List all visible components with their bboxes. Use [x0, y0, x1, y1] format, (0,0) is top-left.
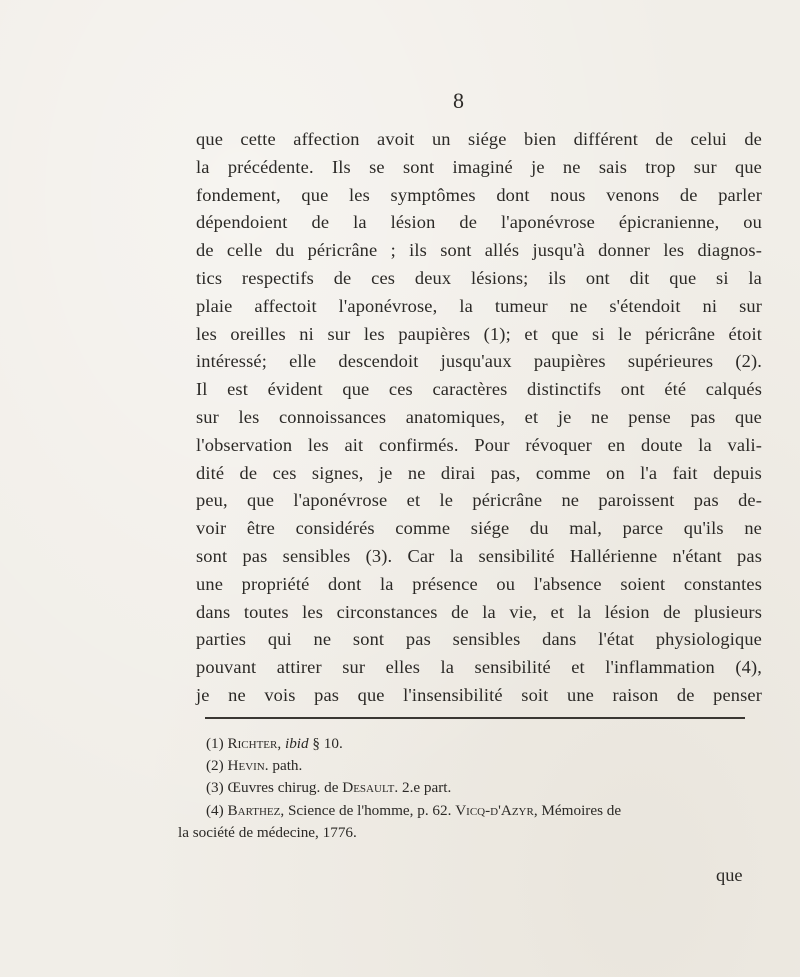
- page-number: 8: [453, 88, 464, 113]
- text-line: sur les connoissances anatomiques, et je ne pense pas que: [196, 406, 762, 427]
- body-text: [196, 126, 762, 710]
- footnote-1: (1) Richter, ibid § 10.: [206, 735, 343, 752]
- text-line: je ne vois pas que l'insensibilité soit une raison de penser: [196, 684, 762, 705]
- text-line: fondement, que les symptômes dont nous venons de parler: [196, 184, 762, 205]
- text-line: dépendoient de la lésion de l'aponévrose épicranienne, ou: [196, 212, 762, 233]
- footnote-divider: [205, 717, 745, 719]
- footnote-author: Richter: [227, 735, 278, 752]
- footnote-author: Hevin: [227, 757, 265, 775]
- text-line: voir être considérés comme siége du mal, parce qu'ils ne: [196, 518, 762, 539]
- footnote-3: (3) Œuvres chirug. de Desault. 2.e part.: [206, 779, 452, 797]
- text-line: dans toutes les circonstances de la vie, et la lésion de plusieurs: [196, 601, 762, 622]
- text-line: tics respectifs de ces deux lésions; ils ont dit que si la: [196, 267, 762, 288]
- text-line: parties qui ne sont pas sensibles dans l'état physiologique: [196, 629, 762, 650]
- footnote-author: Vicq-d'Azyr: [455, 801, 534, 819]
- text-line: Il est évident que ces caractères distinctifs ont été calqués: [196, 379, 762, 400]
- text-line: intéressé; elle descendoit jusqu'aux paupières supérieures (2).: [196, 351, 762, 372]
- text-line: pouvant attirer sur elles la sensibilité et l'inflammation (4),: [196, 657, 762, 678]
- footnote-author: Barthez: [227, 801, 281, 819]
- text-line: les oreilles ni sur les paupières (1); et que si le péricrâne étoit: [196, 323, 762, 344]
- footnote-2: (2) Hevin. path.: [206, 757, 303, 775]
- text-line: peu, que l'aponévrose et le péricrâne ne paroissent pas de-: [196, 490, 762, 511]
- text-line: sont pas sensibles (3). Car la sensibilité Hallérienne n'étant pas: [196, 545, 762, 566]
- footnote-author: Desault: [342, 779, 395, 797]
- text-line: que cette affection avoit un siége bien différent de celui de: [196, 129, 762, 149]
- footnote-4-continuation: la société de médecine, 1776.: [178, 823, 357, 841]
- text-line: une propriété dont la présence ou l'absence soient constantes: [196, 573, 762, 594]
- catchword: que: [716, 865, 743, 885]
- text-line: dité de ces signes, je ne dirai pas, comme on l'a fait depuis: [196, 462, 762, 483]
- text-line: plaie affectoit l'aponévrose, la tumeur ne s'étendoit ni sur: [196, 295, 762, 316]
- text-line: la précédente. Ils se sont imaginé je ne sais trop sur que: [196, 156, 762, 177]
- footnotes: [178, 733, 766, 844]
- text-line: l'observation les ait confirmés. Pour révoquer en doute la vali-: [196, 434, 762, 455]
- text-line: de celle du péricrâne ; ils sont allés jusqu'à donner les diagnos-: [196, 240, 762, 261]
- footnote-4: (4) Barthez, Science de l'homme, p. 62. Vicq-d'Azyr, Mémoires de: [206, 801, 622, 819]
